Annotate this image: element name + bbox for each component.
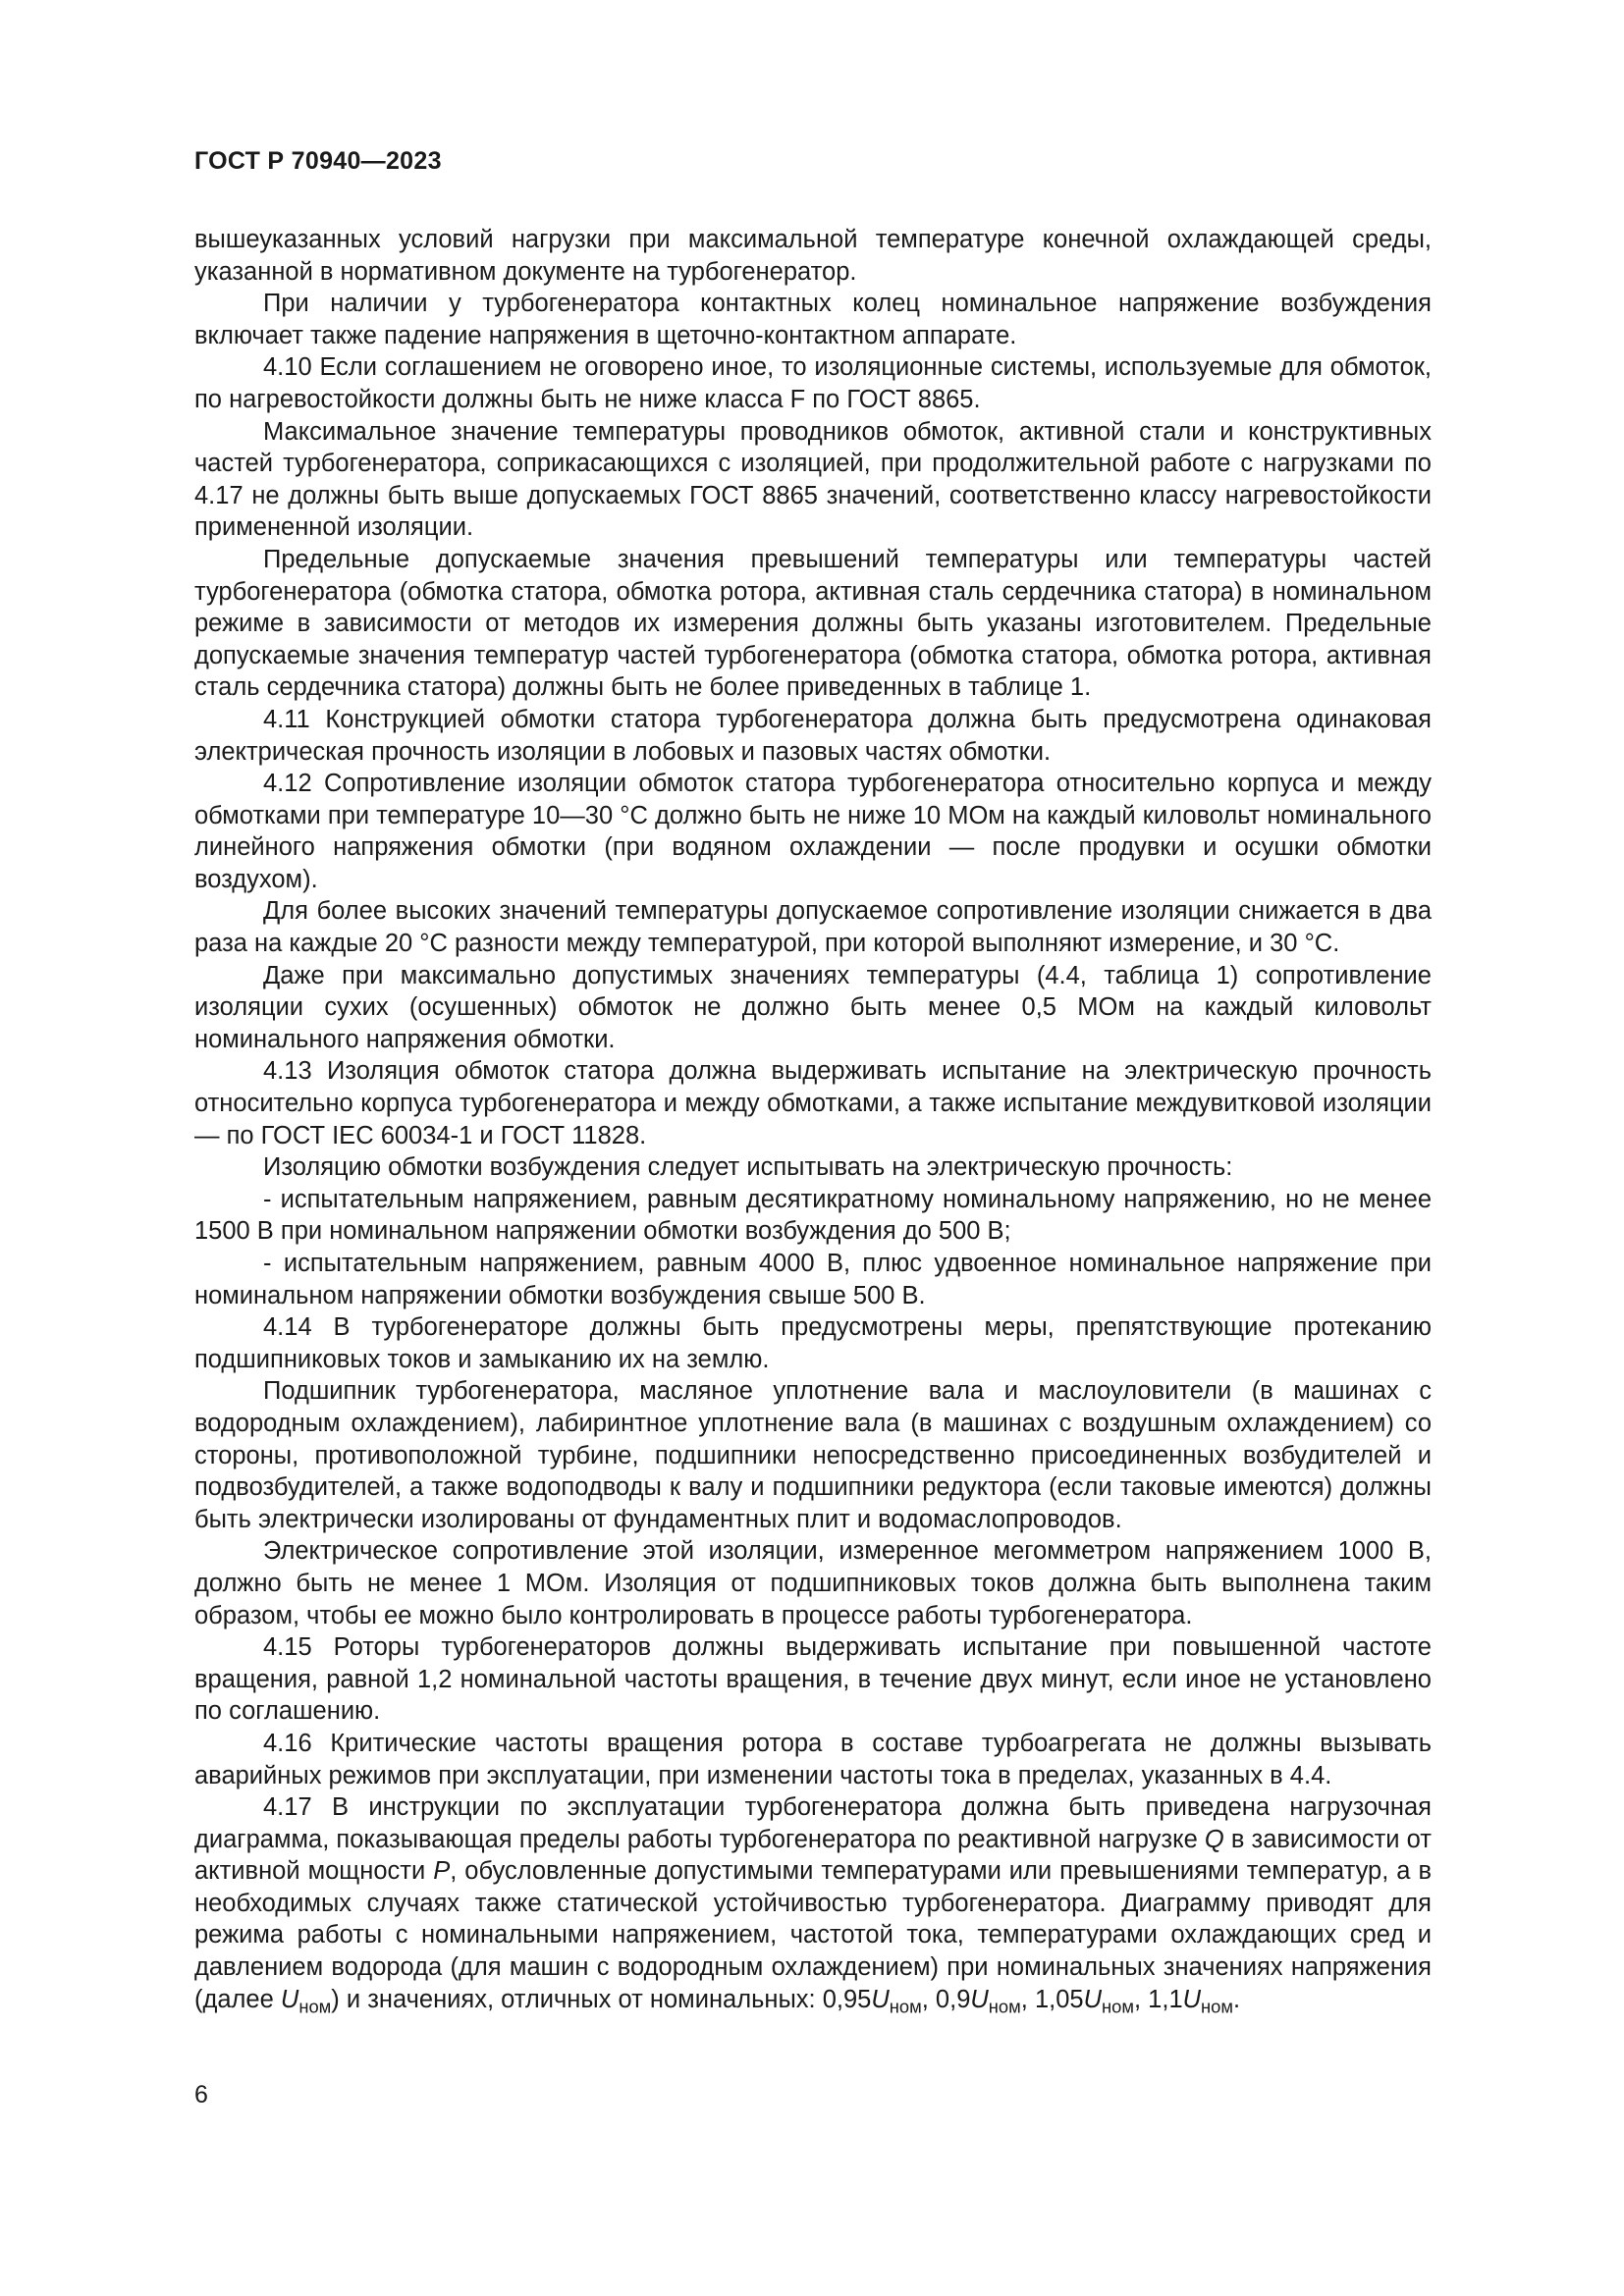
text-run: в зависимости от активной мощности: [194, 1825, 1432, 1886]
paragraph: 4.14 В турбогенераторе должны быть предусмотрены меры, препятствующие протеканию подшипниковых токов и замыканию их на землю.: [194, 1313, 1432, 1373]
paragraph-4-17: [194, 1791, 1432, 2015]
paragraph: 4.10 Если соглашением не оговорено иное, то изоляционные системы, используемые для обмоток, по нагревостойкости должны быть не ниже класса F по ГОСТ 8865.: [194, 353, 1432, 413]
paragraph: Максимальное значение температуры проводников обмоток, активной стали и конструктивных частей турбогенератора, соприкасающихся с изоляцией, при продолжительной работе с нагрузками по 4.17 не должны быть выше допускаемых ГОСТ 8865 значений, соответственно классу нагревостойкости примененной изоляции.: [194, 417, 1432, 542]
separator: ,: [1134, 1985, 1149, 2013]
variable-u: U: [1182, 1985, 1202, 2013]
variable-u: U: [1083, 1985, 1103, 2013]
paragraph: 4.15 Роторы турбогенераторов должны выдерживать испытание при повышенной частоте вращения, равной 1,2 номинальной частоты вращения, в течение двух минут, если иное не установлено по соглашению.: [194, 1633, 1432, 1726]
subscript-nom: ном: [1102, 1996, 1134, 2017]
paragraph: Даже при максимально допустимых значениях температуры (4.4, таблица 1) сопротивление изоляции сухих (осушенных) обмоток не должно быть менее 0,5 МОм на каждый киловольт номинального напряжения обмотки.: [194, 961, 1432, 1053]
separator: ,: [1020, 1985, 1035, 2013]
paragraph: 4.16 Критические частоты вращения ротора в составе турбоагрегата не должны вызывать аварийных режимов при эксплуатации, при изменении частоты тока в пределах, указанных в 4.4.: [194, 1729, 1432, 1789]
text-run: 4.17 В инструкции по эксплуатации турбогенератора должна быть приведена нагрузочная диаграмма, показывающая пределы работы турбогенератора по реактивной нагрузке: [194, 1793, 1432, 1853]
text-run: .: [1233, 1985, 1241, 2013]
document-header: ГОСТ Р 70940—2023: [194, 147, 442, 175]
list-item: - испытательным напряжением, равным десятикратному номинальному напряжению, но не менее 1500 В при номинальном напряжении обмотки возбуждения до 500 В;: [194, 1185, 1432, 1246]
document-body: [194, 224, 1432, 2015]
subscript-nom: ном: [889, 1996, 922, 2017]
paragraph: Предельные допускаемые значения превышений температуры или температуры частей турбогенератора (обмотка статора, обмотка ротора, активная сталь сердечника статора) в номинальном режиме в зависимости от методов их измерения должны быть указаны изготовителем. Предельные допускаемые значения температур частей турбогенератора (обмотка статора, обмотка ротора, активная сталь сердечника статора) должны быть не более приведенных в таблице 1.: [194, 545, 1432, 702]
variable-p: P: [433, 1857, 451, 1886]
text-run: , обусловленные допустимыми температурами или превышениями температур, а в необходимых случаях также статической устойчивостью турбогенератора. Диаграмму приводят для режима работы с номинальными напряжением, частотой тока, температурами охлаждающих сред и давлением водорода (для машин с водородным охлаждением) при номинальных значениях напряжения (далее: [194, 1857, 1433, 2013]
variable-u: U: [970, 1985, 989, 2013]
paragraph: Подшипник турбогенератора, масляное уплотнение вала и маслоуловители (в машинах с водородным охлаждением), лабиринтное уплотнение вала (в машинах с воздушным охлаждением) со стороны, противоположной турбине, подшипники непосредственно присоединенных возбудителей и подвозбудителей, а также водоподводы к валу и подшипники редуктора (если таковые имеются) должны быть электрически изолированы от фундаментных плит и водомаслопроводов.: [194, 1377, 1432, 1533]
paragraph: 4.11 Конструкцией обмотки статора турбогенератора должна быть предусмотрена одинаковая электрическая прочность изоляции в лобовых и пазовых частях обмотки.: [194, 705, 1432, 766]
list-item: - испытательным напряжением, равным 4000 В, плюс удвоенное номинальное напряжение при номинальном напряжении обмотки возбуждения свыше 500 В.: [194, 1250, 1432, 1309]
coefficient: 1,1: [1148, 1985, 1183, 2013]
paragraph: Для более высоких значений температуры допускаемое сопротивление изоляции снижается в два раза на каждые 20 °С разности между температурой, при которой выполняют измерение, и 30 °С.: [194, 897, 1432, 958]
separator: ,: [921, 1985, 936, 2013]
variable-u: U: [280, 1985, 299, 2013]
variable-q: Q: [1204, 1825, 1224, 1853]
coefficient: 1,05: [1034, 1985, 1084, 2013]
paragraph: Изоляцию обмотки возбуждения следует испытывать на электрическую прочность:: [263, 1153, 1233, 1182]
coefficient: 0,9: [935, 1985, 971, 2013]
page-number: 6: [194, 2081, 208, 2109]
subscript-nom: ном: [988, 1996, 1021, 2017]
paragraph: 4.13 Изоляция обмоток статора должна выдерживать испытание на электрическую прочность относительно корпуса турбогенератора и между обмотками, а также испытание междувитковой изоляции — по ГОСТ IEC 60034-1 и ГОСТ 11828.: [194, 1057, 1432, 1149]
paragraph: вышеуказанных условий нагрузки при максимальной температуре конечной охлаждающей среды, указанной в нормативном документе на турбогенератор.: [194, 226, 1432, 286]
variable-u: U: [871, 1985, 890, 2013]
paragraph: 4.12 Сопротивление изоляции обмоток статора турбогенератора относительно корпуса и между обмотками при температуре 10—30 °С должно быть не ниже 10 МОм на каждый киловольт номинального линейного напряжения обмотки (при водяном охлаждении — после продувки и осушки обмотки воздухом).: [194, 770, 1432, 893]
subscript-nom: ном: [298, 1996, 332, 2017]
text-run: ) и значениях, отличных от номинальных:: [331, 1985, 823, 2013]
paragraph: Электрическое сопротивление этой изоляции, измеренное мегомметром напряжением 1000 В, должно быть не менее 1 МОм. Изоляция от подшипниковых токов должна быть выполнена таким образом, чтобы ее можно было контролировать в процессе работы турбогенератора.: [194, 1537, 1432, 1629]
subscript-nom: ном: [1201, 1996, 1234, 2017]
paragraph: При наличии у турбогенератора контактных колец номинальное напряжение возбуждения включает также падение напряжения в щеточно-контактном аппарате.: [194, 290, 1432, 349]
coefficient: 0,95: [822, 1985, 872, 2013]
